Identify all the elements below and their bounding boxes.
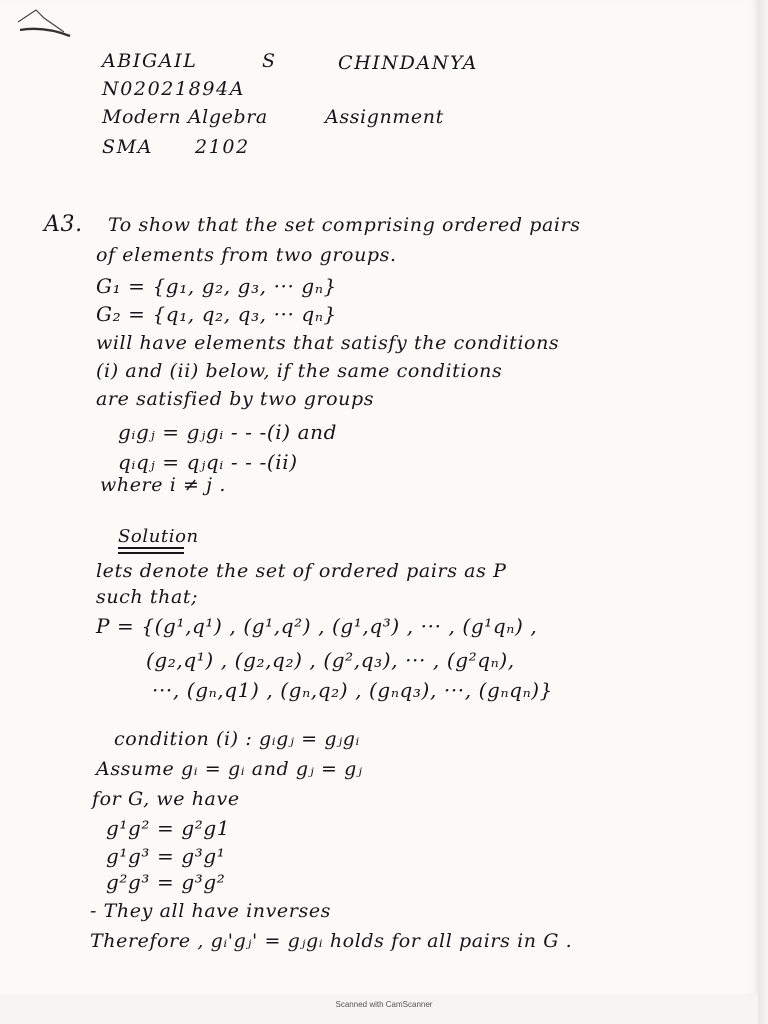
solution-line-12: - They all have inverses xyxy=(90,900,332,922)
question-line-5: will have elements that satisfy the conditions xyxy=(96,332,560,354)
question-line-7: are satisfied by two groups xyxy=(96,388,375,410)
solution-line-10: g¹g³ = g³g¹ xyxy=(106,844,226,868)
question-line-6: (i) and (ii) below, if the same conditions xyxy=(96,360,503,382)
solution-line-6: condition (i) : gᵢgⱼ = gⱼgᵢ xyxy=(114,728,360,750)
question-line-8: gᵢgⱼ = gⱼgᵢ - - -(i) and xyxy=(118,420,338,444)
scanner-watermark: Scanned with CamScanner xyxy=(335,1000,433,1009)
course-code: SMA xyxy=(102,136,153,158)
question-line-2: of elements from two groups. xyxy=(96,244,397,266)
question-line-1: To show that the set comprising ordered pairs xyxy=(108,214,581,236)
page-edge-shadow xyxy=(758,0,768,1024)
solution-line-5: ···, (gₙ,q1) , (gₙ,q₂) , (gₙq₃), ···, (gₙqₙ)} xyxy=(152,678,554,702)
author-first-name: ABIGAIL xyxy=(102,50,198,72)
solution-title: Solution xyxy=(118,526,199,547)
solution-line-11: g²g³ = g³g² xyxy=(106,870,226,894)
document-type: Assignment xyxy=(325,106,444,128)
question-line-3: G₁ = {g₁, g₂, g₃, ··· gₙ} xyxy=(96,274,337,298)
question-line-10: where i ≠ j . xyxy=(100,474,226,496)
course-name: Modern Algebra xyxy=(102,106,268,128)
solution-line-3: P = {(g¹,q¹) , (g¹,q²) , (g¹,q³) , ··· , (g¹qₙ) , xyxy=(96,614,538,638)
corner-scribble-icon xyxy=(14,8,74,38)
question-line-9: qᵢqⱼ = qⱼqᵢ - - -(ii) xyxy=(118,450,298,474)
course-code-number: 2102 xyxy=(195,136,250,158)
solution-line-7: Assume gᵢ = gᵢ and gⱼ = gⱼ xyxy=(96,758,363,780)
question-line-4: G₂ = {q₁, q₂, q₃, ··· qₙ} xyxy=(96,302,337,326)
solution-line-13: Therefore , gᵢ'gⱼ' = gⱼgᵢ holds for all pairs in G . xyxy=(90,930,573,952)
solution-line-2: such that; xyxy=(96,586,199,608)
author-last-name: CHINDANYA xyxy=(338,52,479,74)
question-label: A3. xyxy=(44,212,83,237)
solution-line-4: (g₂,q¹) , (g₂,q₂) , (g²,q₃), ··· , (g²qₙ), xyxy=(146,648,515,672)
solution-line-9: g¹g² = g²g1 xyxy=(106,816,231,840)
solution-underline xyxy=(118,547,184,549)
solution-underline-2 xyxy=(118,552,184,554)
solution-line-8: for G, we have xyxy=(92,788,240,810)
student-number: N02021894A xyxy=(102,78,246,100)
solution-line-1: lets denote the set of ordered pairs as P xyxy=(96,560,507,582)
author-middle-initial: S xyxy=(262,50,277,72)
